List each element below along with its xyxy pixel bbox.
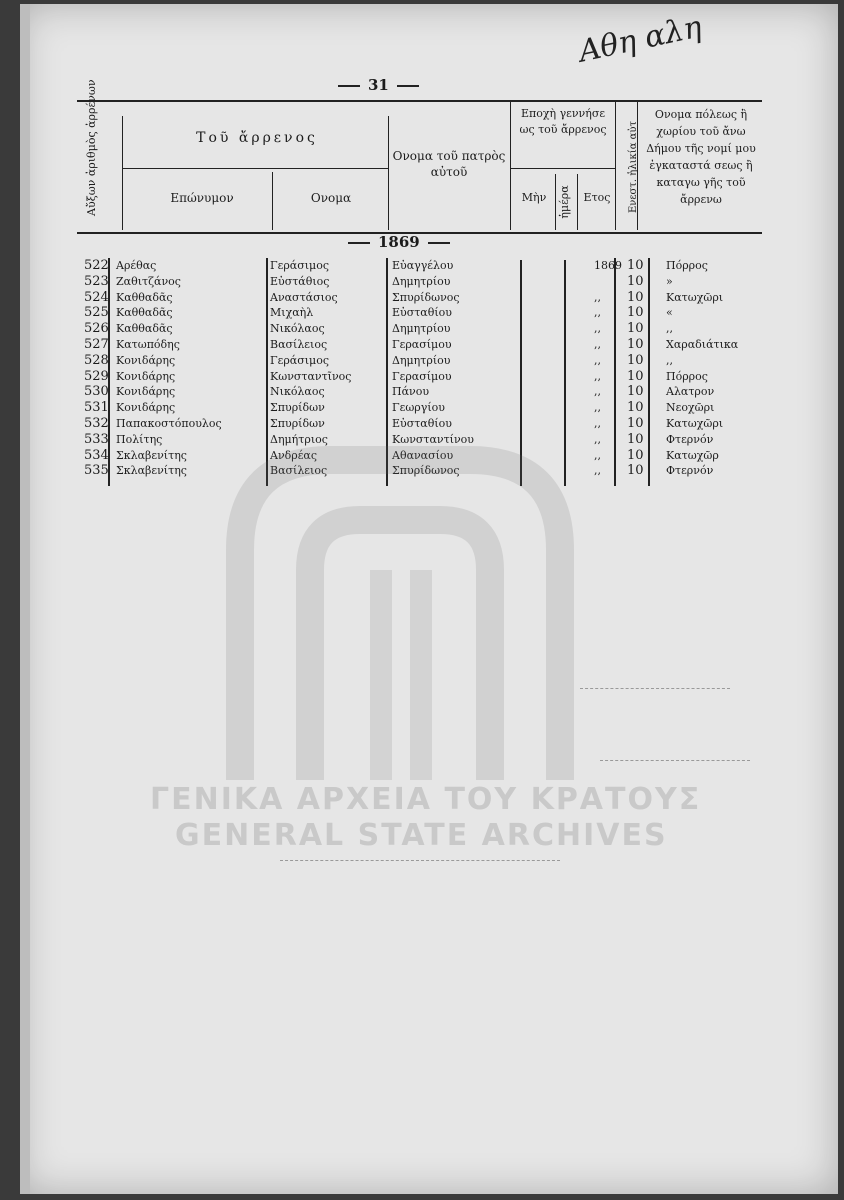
year-heading: 1869 xyxy=(340,233,458,251)
cell-age: 10 xyxy=(627,416,644,431)
header-birth: Εποχὴ γεννήσε ως τοῦ ἄρρενος xyxy=(519,107,607,136)
cell-year: ,, xyxy=(594,290,601,304)
cell-age: 10 xyxy=(627,273,644,289)
cell-name: Σπυρίδων xyxy=(270,417,325,430)
cell-num: 523 xyxy=(84,273,109,289)
page-number: 31 xyxy=(330,76,427,94)
cell-num: 532 xyxy=(84,416,109,431)
cell-age: 10 xyxy=(627,352,644,368)
cell-father: Δημητρίου xyxy=(392,322,451,336)
header-place: Ονομα πόλεως ἢ χωρίου τοῦ ἄνω Δήμου τῆς νομί μου ἐγκαταστά σεως ἢ καταγω γῆς τοῦ ἄρρενω xyxy=(646,108,756,206)
cell-surname: Πολίτης xyxy=(116,432,163,446)
bleed-through-mark xyxy=(280,860,560,862)
rule xyxy=(615,102,616,230)
watermark-greek: ΓΕΝΙΚΑ ΑΡΧΕΙΑ ΤΟΥ ΚΡΑΤΟΥΣ xyxy=(150,782,702,817)
dash-left xyxy=(348,242,370,244)
cell-age: 10 xyxy=(627,463,644,479)
cell-surname: Σκλαβενίτης xyxy=(116,448,187,462)
cell-num: 534 xyxy=(84,447,109,463)
cell-father: Δημητρίου xyxy=(392,353,451,367)
cell-name: Βασίλειος xyxy=(270,338,328,351)
cell-name: Βασίλειος xyxy=(270,464,328,478)
cell-name: Κωνσταντῖνος xyxy=(270,369,352,383)
cell-name: Ανδρέας xyxy=(270,448,318,462)
cell-place: Κατωχῶρι xyxy=(666,417,724,430)
cell-father: Πάνου xyxy=(392,385,430,399)
cell-place: Κατωχῶρ xyxy=(666,448,719,462)
cell-place: » xyxy=(666,274,673,288)
cell-name: Μιχαὴλ xyxy=(270,306,314,320)
cell-place: Χαραδιάτικα xyxy=(666,338,739,351)
cell-age: 10 xyxy=(627,431,644,447)
cell-name: Εὐστάθιος xyxy=(270,274,330,288)
dash-right xyxy=(428,242,450,244)
cell-year: ,, xyxy=(594,306,601,320)
cell-num: 522 xyxy=(84,258,109,273)
rule xyxy=(388,116,389,230)
cell-num: 530 xyxy=(84,384,109,400)
header-male: Τοῦ ἄρρενος xyxy=(196,130,318,146)
bleed-through-mark xyxy=(600,760,750,762)
dash-left xyxy=(338,85,360,87)
cell-name: Γεράσιμος xyxy=(270,353,329,367)
rule xyxy=(272,172,273,230)
cell-num: 524 xyxy=(84,289,109,305)
cell-father: Αθανασίου xyxy=(392,448,454,462)
cell-father: Σπυρίδωνος xyxy=(392,290,460,304)
cell-surname: Ζαθιτζάνος xyxy=(116,274,181,288)
cell-year: ,, xyxy=(594,464,601,478)
cell-surname: Κονιδάρης xyxy=(116,353,176,367)
cell-surname: Σκλαβενίτης xyxy=(116,464,187,478)
cell-father: Γεωργίου xyxy=(392,401,445,415)
cell-age: 10 xyxy=(627,400,644,416)
cell-surname: Κατωπόδης xyxy=(116,338,180,351)
cell-place: ,, xyxy=(666,322,673,336)
rule xyxy=(122,168,388,169)
cell-num: 527 xyxy=(84,337,109,352)
cell-year: ,, xyxy=(594,322,601,336)
cell-age: 10 xyxy=(627,289,644,305)
cell-year: ,, xyxy=(594,417,601,430)
cell-name: Νικόλαος xyxy=(270,322,325,336)
cell-father: Εὐαγγέλου xyxy=(392,259,454,272)
cell-surname: Καθθαδᾶς xyxy=(116,290,173,304)
cell-num: 535 xyxy=(84,463,109,479)
handwritten-signature: Αθη αλη xyxy=(575,9,705,70)
cell-year: ,, xyxy=(594,369,601,383)
cell-place: Φτερνόν xyxy=(666,464,714,478)
cell-name: Γεράσιμος xyxy=(270,259,329,272)
bleed-through-mark xyxy=(580,688,730,690)
cell-year: 1869 xyxy=(594,259,622,272)
rule xyxy=(122,116,123,230)
header-serial: Αὔξων ἀριθμὸς ἀρρένων xyxy=(85,79,98,216)
cell-father: Γερασίμου xyxy=(392,369,452,383)
cell-name: Νικόλαος xyxy=(270,385,325,399)
cell-father: Κωνσταντίνου xyxy=(392,432,474,446)
cell-age: 10 xyxy=(627,321,644,337)
cell-age: 10 xyxy=(627,305,644,321)
binding-edge xyxy=(20,4,30,1194)
cell-surname: Κονιδάρης xyxy=(116,401,176,415)
watermark-english: GENERAL STATE ARCHIVES xyxy=(175,818,668,853)
cell-num: 526 xyxy=(84,321,109,337)
cell-surname: Καθθαδᾶς xyxy=(116,306,173,320)
cell-num: 525 xyxy=(84,305,109,321)
cell-age: 10 xyxy=(627,368,644,384)
cell-num: 529 xyxy=(84,368,109,384)
cell-name: Δημήτριος xyxy=(270,432,328,446)
cell-age: 10 xyxy=(627,447,644,463)
header-name: Ονομα xyxy=(310,191,352,205)
cell-place: « xyxy=(666,306,673,320)
header-father: Ονομα τοῦ πατρὸς αὐτοῦ xyxy=(392,149,506,179)
cell-father: Εὐσταθίου xyxy=(392,306,452,320)
rule xyxy=(577,174,578,230)
header-surname: Επώνυμον xyxy=(170,191,234,205)
cell-place: Αλατρον xyxy=(666,385,715,399)
cell-year: ,, xyxy=(594,448,601,462)
cell-place: Πόρρος xyxy=(666,259,708,272)
cell-year: ,, xyxy=(594,338,601,351)
cell-father: Σπυρίδωνος xyxy=(392,464,460,478)
header-age: Ενεστ. ἡλικία αὐτ xyxy=(628,121,639,213)
cell-num: 531 xyxy=(84,400,109,416)
cell-surname: Παπακοστόπουλος xyxy=(116,417,222,430)
cell-place: Φτερνόν xyxy=(666,432,714,446)
cell-father: Γερασίμου xyxy=(392,338,452,351)
rule xyxy=(555,174,556,230)
header-day: ἡμέρα xyxy=(558,185,571,219)
cell-surname: Αρέθας xyxy=(116,259,157,272)
cell-father: Δημητρίου xyxy=(392,274,451,288)
rule xyxy=(510,168,615,169)
dash-right xyxy=(397,85,419,87)
cell-place: Κατωχῶρι xyxy=(666,290,724,304)
cell-year: ,, xyxy=(594,401,601,415)
cell-num: 528 xyxy=(84,352,109,368)
cell-place: Νεοχῶρι xyxy=(666,401,715,415)
header-month: Μὴν xyxy=(521,191,547,204)
rule xyxy=(510,102,511,230)
cell-place: ,, xyxy=(666,353,673,367)
cell-name: Σπυρίδων xyxy=(270,401,325,415)
cell-name: Αναστάσιος xyxy=(270,290,338,304)
cell-year: ,, xyxy=(594,353,601,367)
cell-year: ,, xyxy=(594,432,601,446)
cell-year: ,, xyxy=(594,385,601,399)
cell-surname: Κονιδάρης xyxy=(116,369,176,383)
cell-age: 10 xyxy=(627,258,644,273)
cell-place: Πόρρος xyxy=(666,369,708,383)
rule xyxy=(648,258,650,486)
cell-surname: Καθθαδᾶς xyxy=(116,322,173,336)
cell-age: 10 xyxy=(627,337,644,352)
archives-logo-watermark xyxy=(160,420,640,780)
cell-father: Εὐσταθίου xyxy=(392,417,452,430)
cell-num: 533 xyxy=(84,431,109,447)
cell-age: 10 xyxy=(627,384,644,400)
cell-surname: Κονιδάρης xyxy=(116,385,176,399)
header-year: Ετος xyxy=(583,191,611,204)
